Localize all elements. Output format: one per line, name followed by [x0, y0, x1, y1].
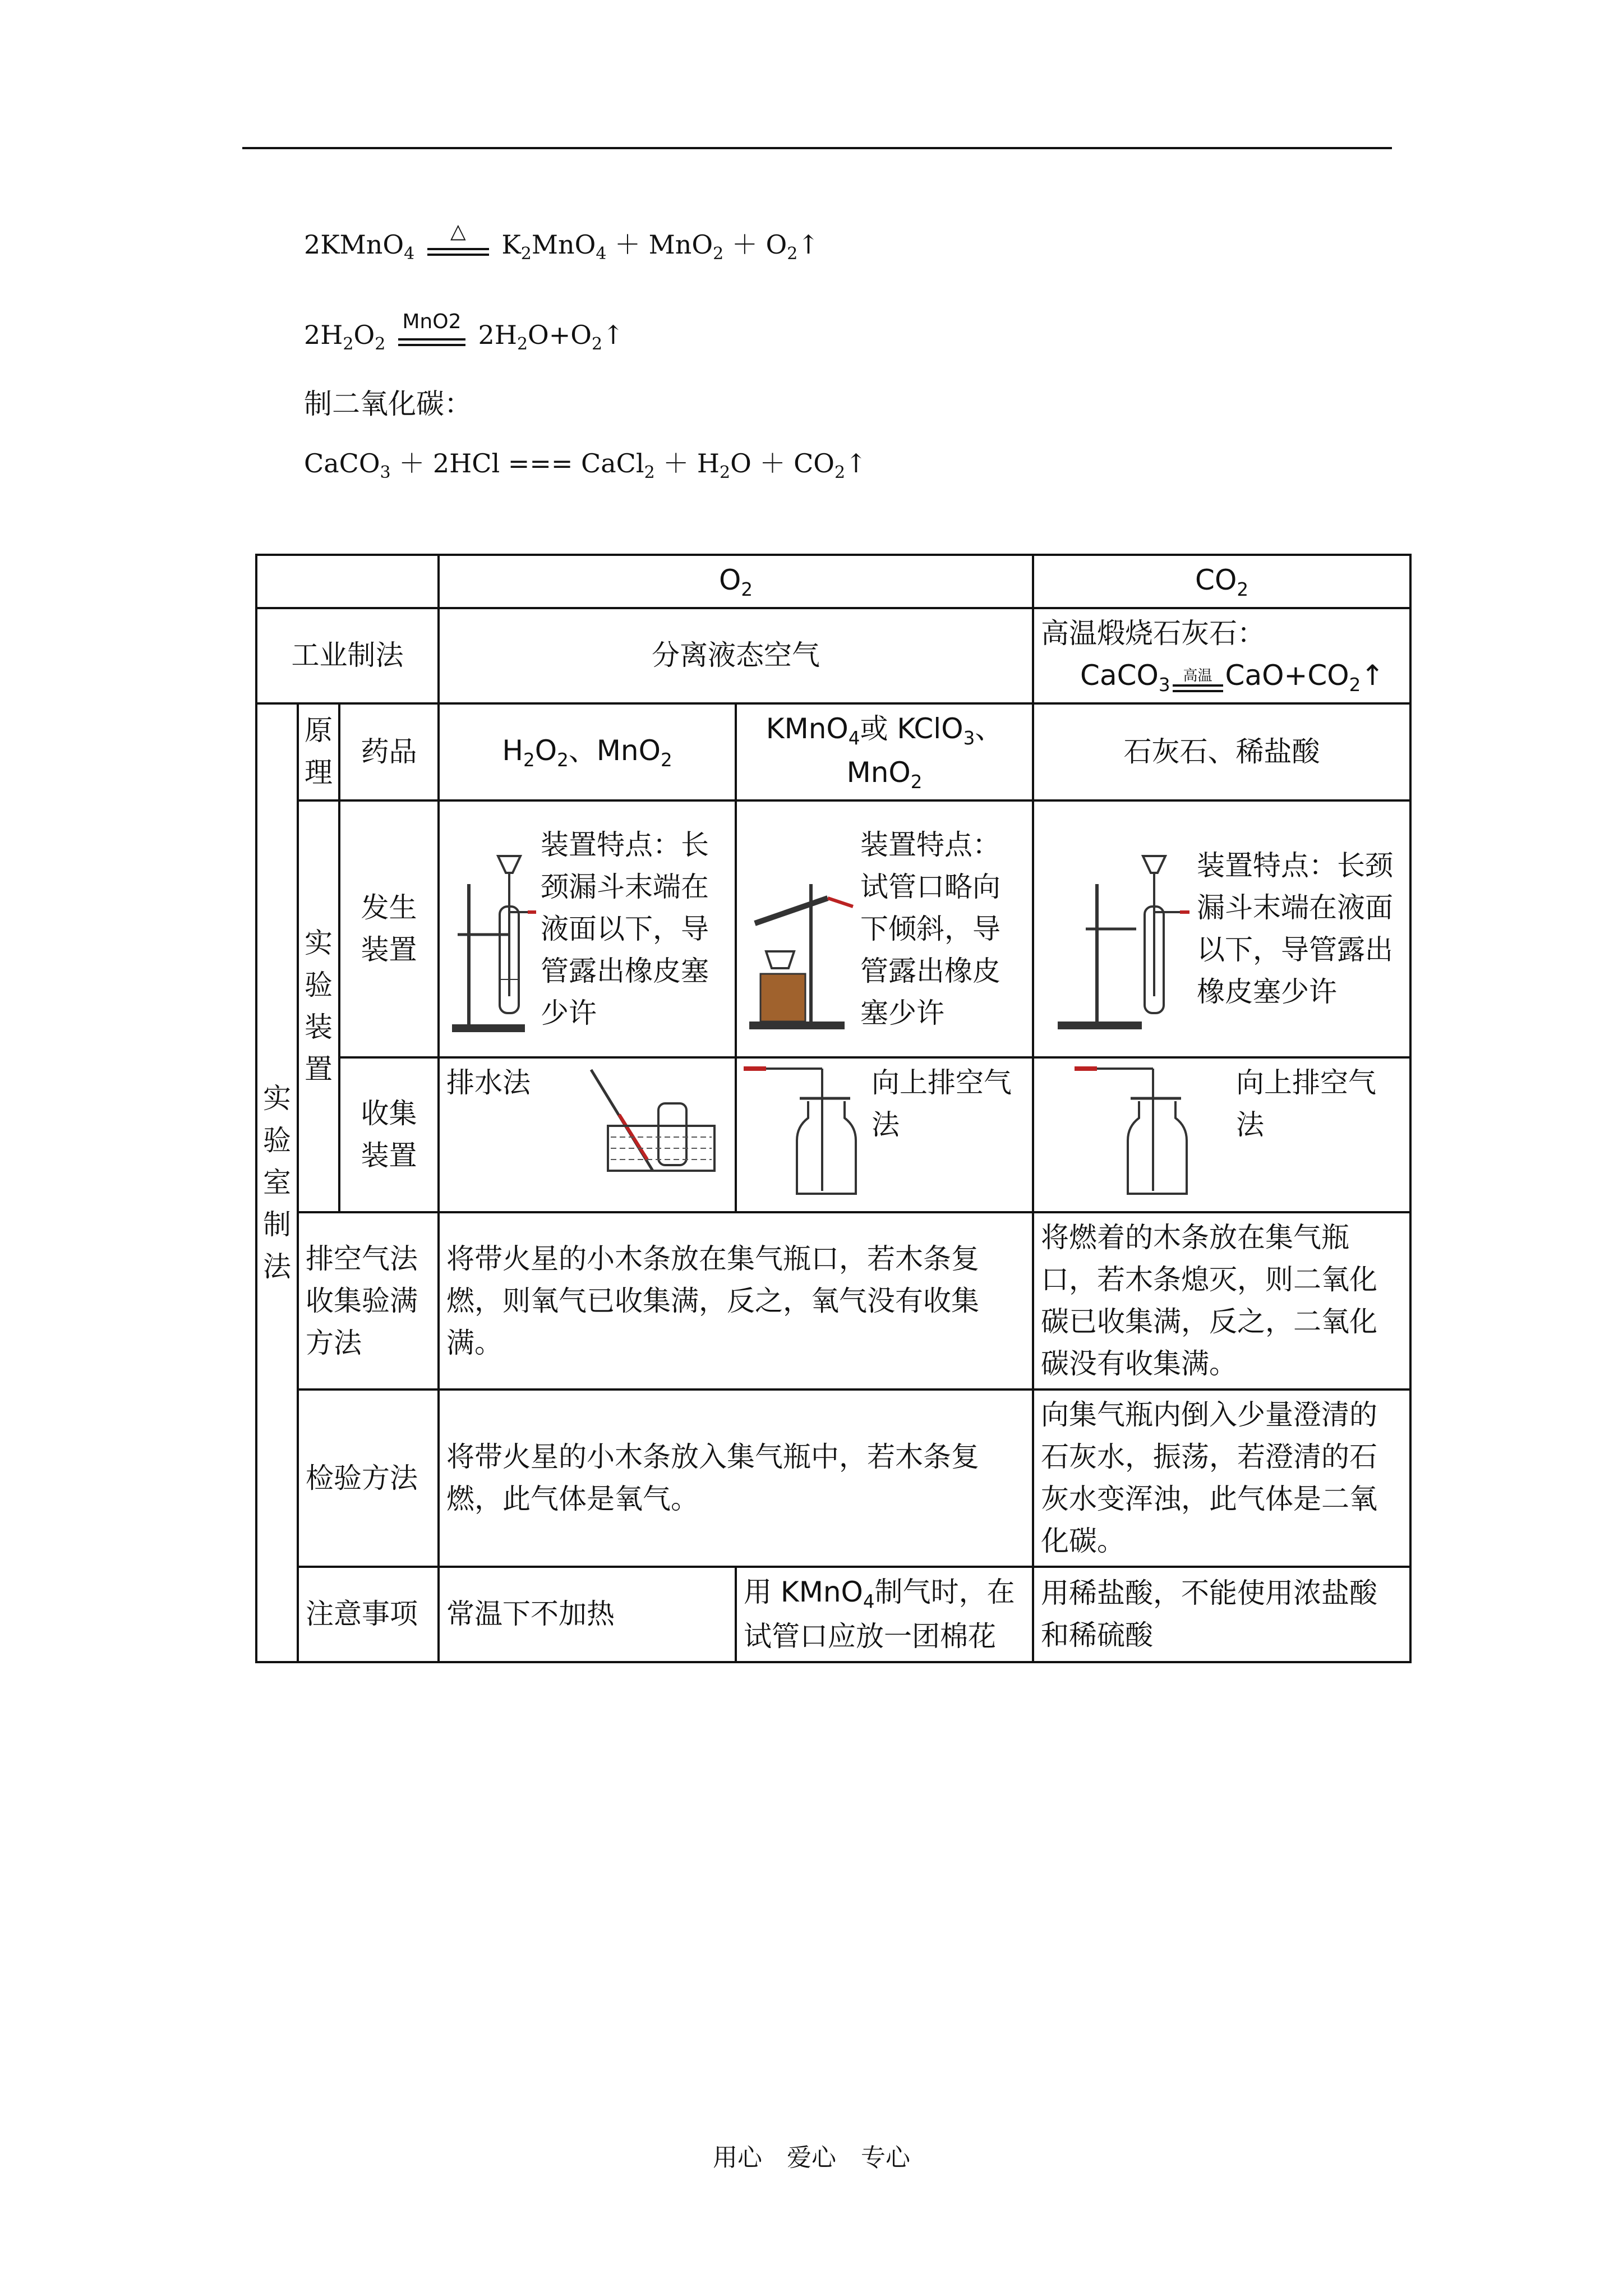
reagent-o2-h2o2: $H_2O_2$、MnO$_2$	[439, 703, 736, 801]
lab-label: 实 验 室 制 法	[256, 703, 298, 1662]
collect-co2-air	[1033, 1057, 1410, 1212]
test-co2: 向集气瓶内倒入少量澄清的石灰水，振荡，若澄清的石灰水变浑浊，此气体是二氧化碳。	[1033, 1389, 1410, 1567]
eq1-reactant: 2KMnO$_4$	[304, 229, 415, 264]
eq1-condition: △	[450, 220, 466, 243]
header-co2: $CO_2$	[1033, 555, 1410, 608]
apparatus-label: 实 验 装 置	[298, 800, 339, 1212]
generator-o2-kmno4	[736, 800, 1033, 1057]
row-header	[256, 555, 1410, 608]
equation-kmno4	[304, 220, 819, 264]
row-fullcheck	[256, 1212, 1410, 1389]
principle-label: 原 理	[298, 703, 339, 801]
page-footer: 用心 爱心 专心	[713, 2143, 910, 2172]
row-industrial	[256, 608, 1410, 703]
notes-o2-h2o2: 常温下不加热	[439, 1567, 736, 1662]
collect-o2-air-label: 向上排空气法	[872, 1066, 1012, 1141]
row-collect	[256, 1057, 1410, 1212]
fullcheck-co2: 将燃着的木条放在集气瓶口，若木条熄灭，则二氧化碳已收集满，反之，二氧化碳没有收集满。	[1033, 1212, 1410, 1389]
reagent-label: 药品	[339, 703, 439, 801]
row-generator	[256, 800, 1410, 1057]
test-label: 检验方法	[298, 1389, 439, 1567]
industrial-o2: 分离液态空气	[439, 608, 1033, 703]
industrial-co2	[1033, 608, 1410, 703]
collect-o2-water-label: 排水法	[446, 1066, 531, 1099]
header-corner	[256, 555, 439, 608]
equation-caco3: CaCO$_3$ ＋ 2HCl === CaCl$_2$ ＋ $H_2O$ ＋ $CO_2↑$	[304, 448, 867, 483]
header-rule	[242, 147, 1392, 149]
generator-label: 发生 装置	[339, 800, 439, 1057]
eq2-arrow	[398, 310, 465, 354]
row-notes	[256, 1567, 1410, 1662]
industrial-co2-line1: 高温煅烧石灰石：	[1041, 616, 1266, 650]
collect-label: 收集 装置	[339, 1057, 439, 1212]
upward-air-collection-co2-icon	[1041, 1062, 1232, 1202]
eq2-products: $2H_2O+O_2↑$	[478, 320, 624, 355]
generator-co2-note: 装置特点：长颈漏斗末端在液面以下，导管露出橡皮塞少许	[1197, 849, 1394, 1008]
test-o2: 将带火星的小木条放入集气瓶中，若木条复燃，此气体是氧气。	[439, 1389, 1033, 1567]
row-test	[256, 1389, 1410, 1567]
reagent-co2: 石灰石、稀盐酸	[1033, 703, 1410, 801]
fullcheck-label: 排空气法收集验满方法	[298, 1212, 439, 1389]
header-o2: $O_2$	[439, 555, 1033, 608]
generator-o2-h2o2-note: 装置特点：长颈漏斗末端在液面以下，导管露出橡皮塞少许	[541, 828, 709, 1029]
comparison-table	[255, 554, 1412, 1663]
fullcheck-o2: 将带火星的小木条放在集气瓶口，若木条复燃，则氧气已收集满，反之，氧气没有收集满。	[439, 1212, 1033, 1389]
upward-air-collection-icon	[744, 1062, 867, 1202]
notes-label: 注意事项	[298, 1567, 439, 1662]
collect-o2-water	[439, 1057, 736, 1212]
reagent-o2-kmno4: KMnO$_4$或 KClO$_3$、 MnO$_2$	[736, 703, 1033, 801]
eq2-condition: MnO2	[402, 310, 462, 334]
notes-co2: 用稀盐酸，不能使用浓盐酸和稀硫酸	[1033, 1567, 1410, 1662]
generator-co2	[1033, 800, 1410, 1057]
eq1-products: $K_2MnO_4 + MnO_2$ ＋ $O_2↑$	[501, 229, 819, 264]
industrial-label: 工业制法	[256, 608, 439, 703]
row-reagent	[256, 703, 1410, 801]
co2-heading: 制二氧化碳：	[304, 388, 472, 420]
eq2-reactant: $2H_2O_2$	[304, 320, 386, 355]
collect-o2-air	[736, 1057, 1033, 1212]
industrial-co2-equation: CaCO$_3$ 高温 $CaO+CO_2↑$	[1080, 659, 1385, 696]
eq1-arrow	[427, 220, 489, 264]
collect-co2-air-label: 向上排空气法	[1236, 1066, 1377, 1141]
funnel-generator-icon	[446, 822, 536, 1036]
equation-h2o2	[304, 310, 624, 355]
generator-o2-h2o2	[439, 800, 736, 1057]
industrial-co2-condition: 高温	[1183, 667, 1212, 684]
funnel-generator-co2-icon	[1041, 822, 1192, 1036]
notes-o2-kmno4: 用 KMnO$_4$制气时，在试管口应放一团棉花	[736, 1567, 1033, 1662]
heating-generator-icon	[744, 822, 856, 1036]
generator-o2-kmno4-note: 装置特点：试管口略向下倾斜，导管露出橡皮塞少许	[860, 828, 1001, 1029]
water-collection-icon	[585, 1064, 731, 1176]
